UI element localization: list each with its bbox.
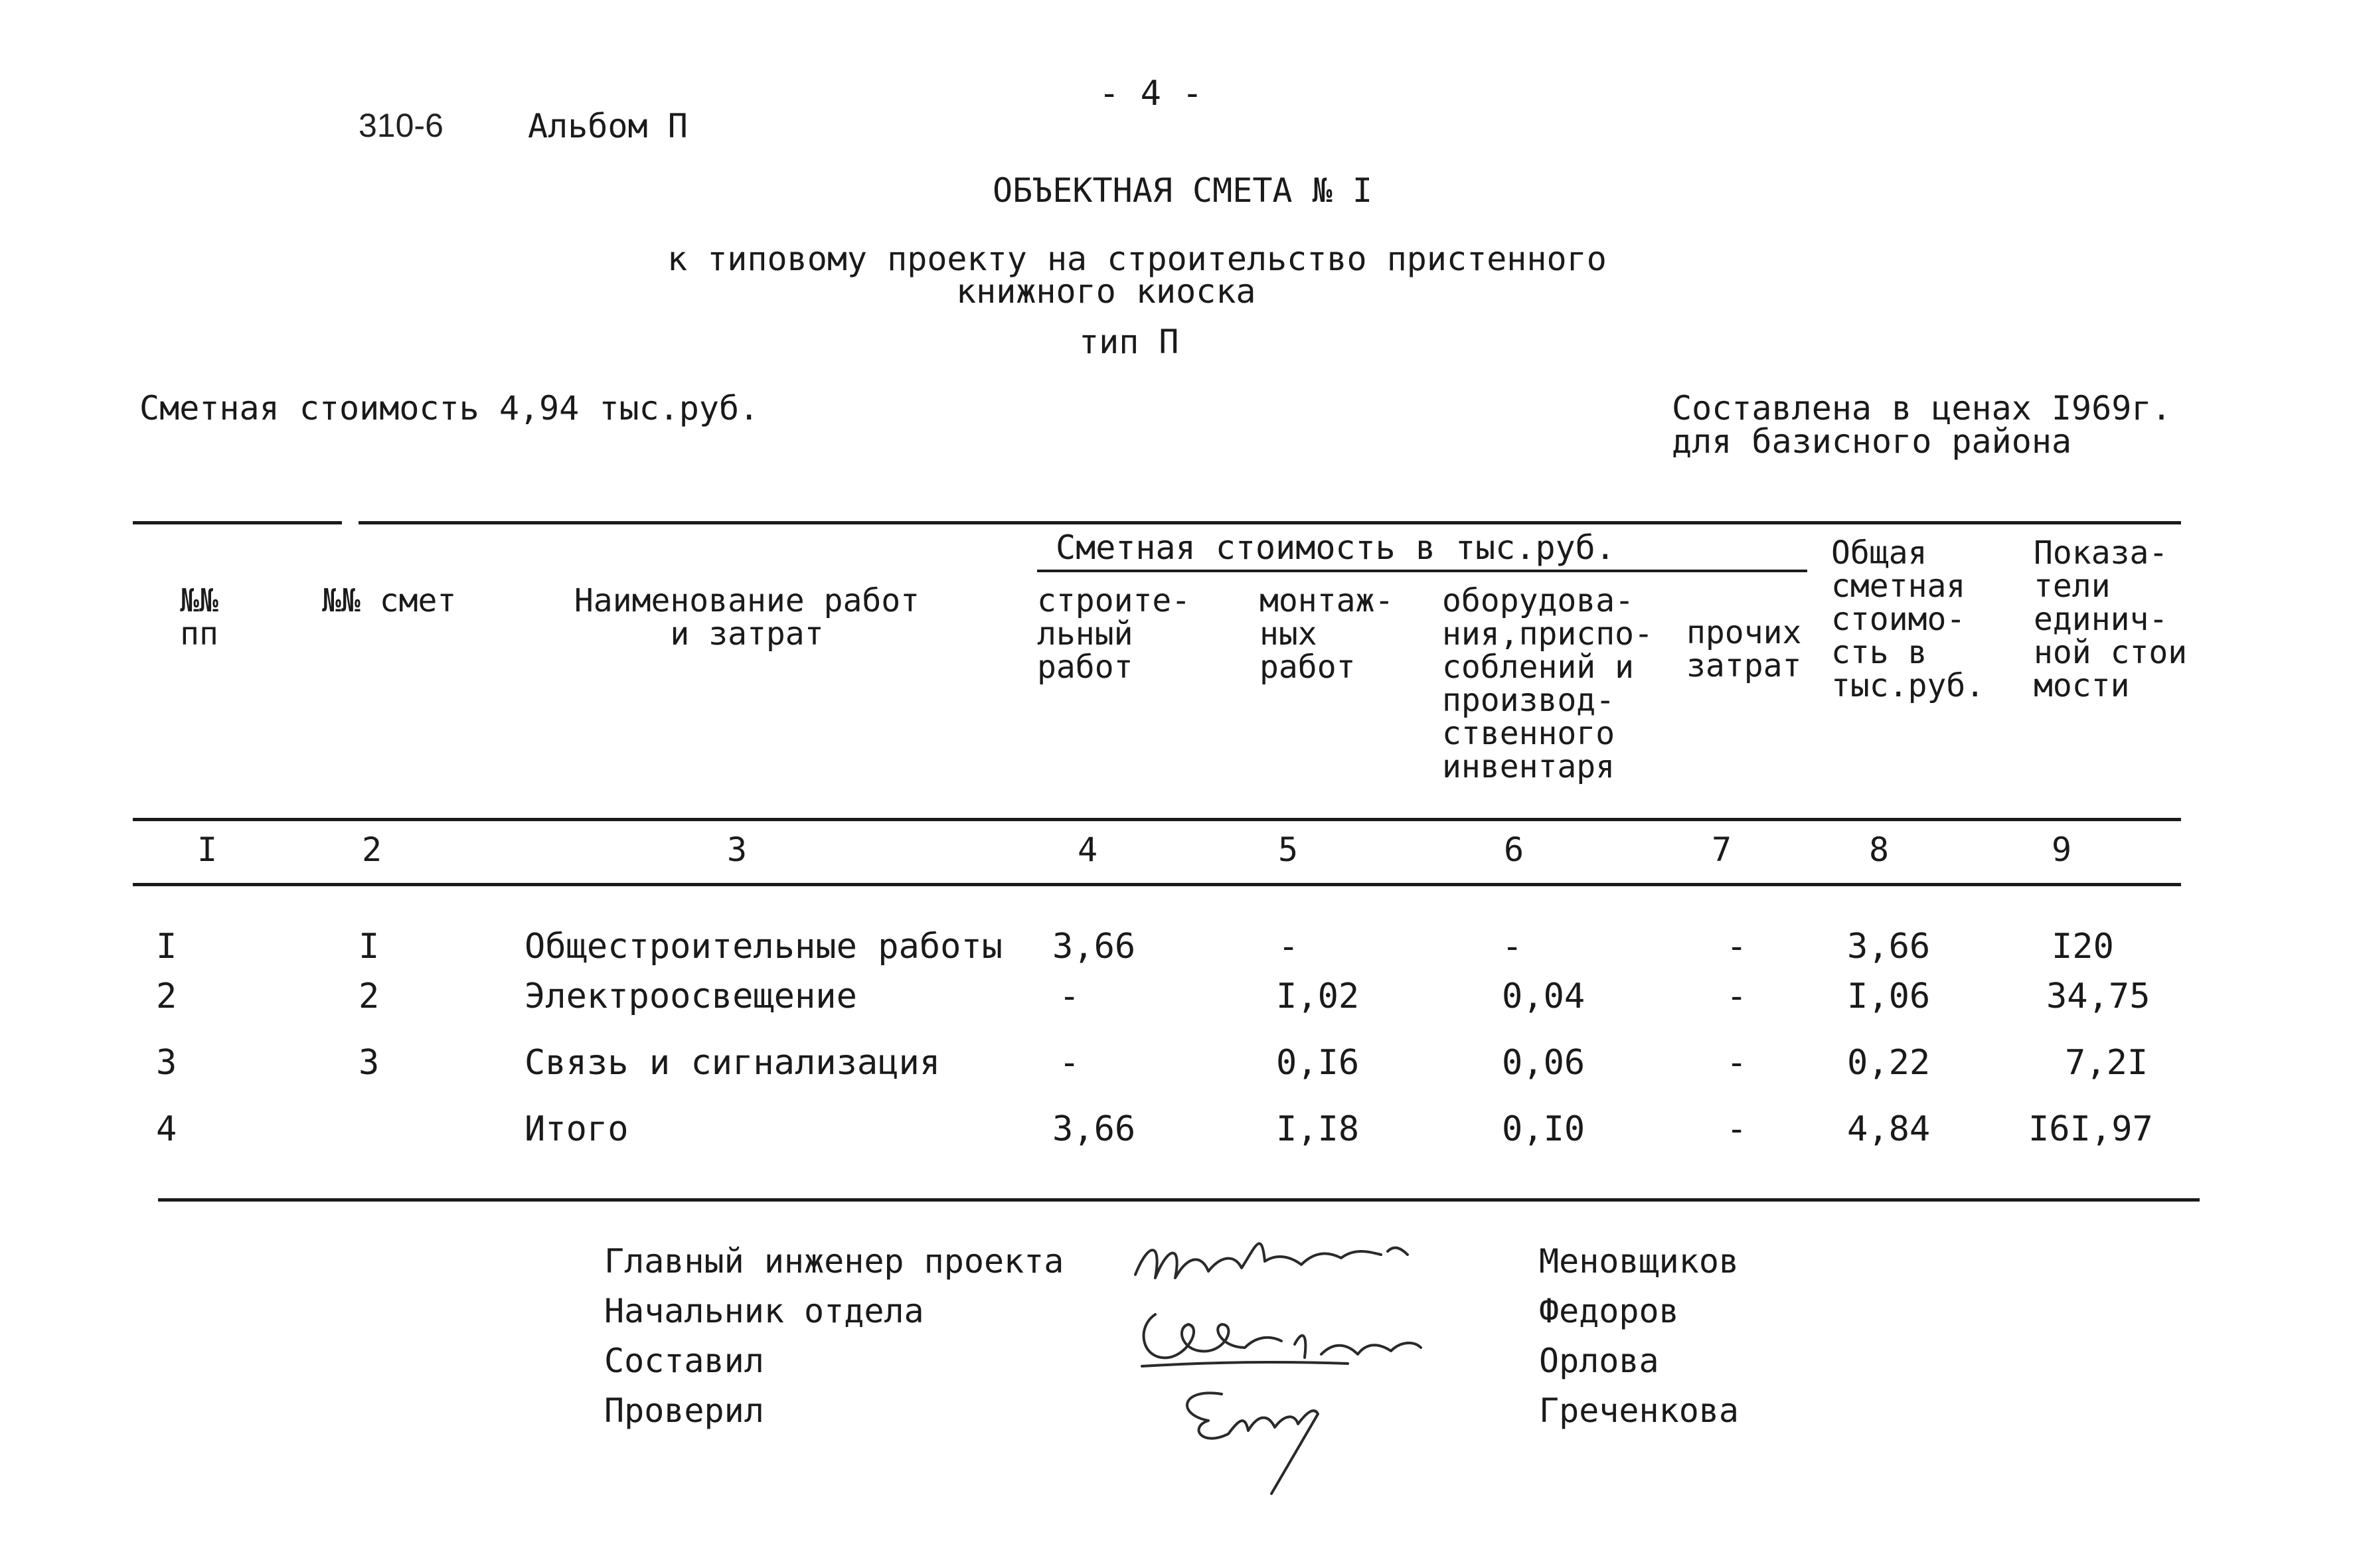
signature-role: Составил	[604, 1342, 764, 1380]
signature-chief-engineer	[1135, 1243, 1408, 1278]
cell-other: -	[1726, 1109, 1747, 1149]
header-total-cost: Общая сметная стоимо- сть в тыс.руб.	[1831, 534, 1985, 704]
column-number: 3	[726, 830, 748, 869]
handwritten-signatures	[1129, 1215, 1501, 1507]
cell-installation: 0,I6	[1276, 1043, 1360, 1083]
cell-equipment: 0,04	[1502, 977, 1585, 1016]
column-number: 9	[2051, 830, 2072, 869]
cell-num: 2	[156, 977, 177, 1016]
cell-equipment: -	[1502, 927, 1523, 967]
cell-name: Итого	[525, 1109, 629, 1149]
header-other-costs: прочих затрат	[1686, 614, 1802, 684]
cell-est: 3	[359, 1043, 380, 1083]
signature-name: Орлова	[1539, 1342, 1659, 1380]
cell-other: -	[1726, 1043, 1747, 1083]
cell-total: 4,84	[1847, 1109, 1931, 1149]
cell-total: 0,22	[1847, 1043, 1931, 1083]
signature-role: Начальник отдела	[604, 1292, 924, 1330]
cell-unit-indicator: I20	[2052, 927, 2114, 967]
signature-name: Греченкова	[1539, 1391, 1740, 1430]
cell-num: 4	[156, 1109, 177, 1149]
table-top-rule-left	[133, 521, 342, 524]
signature-checker	[1187, 1393, 1318, 1494]
page-code: 310-6	[359, 107, 444, 144]
cell-total: 3,66	[1847, 927, 1931, 967]
cell-name: Электроосвещение	[525, 977, 857, 1016]
header-unit-indicators: Показа- тели единич- ной стои мости	[2034, 534, 2188, 704]
cell-unit-indicator: 7,2I	[2065, 1043, 2149, 1083]
album-label: Альбом П	[528, 107, 688, 145]
estimated-cost: Сметная стоимость 4,94 тыс.руб.	[139, 389, 760, 428]
column-number: 5	[1277, 830, 1299, 869]
signature-role: Проверил	[604, 1391, 764, 1430]
column-number: 6	[1503, 830, 1524, 869]
cell-installation: I,02	[1276, 977, 1360, 1016]
cell-construction: -	[1059, 977, 1080, 1016]
signature-name: Федоров	[1539, 1292, 1679, 1330]
cell-other: -	[1726, 977, 1747, 1016]
cell-construction: -	[1059, 1043, 1080, 1083]
cell-name: Общестроительные работы	[525, 927, 1003, 967]
cell-unit-indicator: I6I,97	[2028, 1109, 2153, 1149]
signature-role: Главный инженер проекта	[604, 1242, 1064, 1281]
table-top-rule	[359, 521, 2181, 524]
document-subtitle-line1: к типовому проекту на строительство пристенного	[667, 240, 1607, 278]
header-bottom-rule	[133, 818, 2181, 821]
cell-num: I	[156, 927, 177, 967]
column-number: I	[197, 830, 218, 869]
header-estimate-number: №№ смет	[322, 582, 457, 619]
cell-name: Связь и сигнализация	[525, 1043, 941, 1083]
cell-other: -	[1726, 927, 1747, 967]
cell-est: 2	[359, 977, 380, 1016]
cell-num: 3	[156, 1043, 177, 1083]
cell-construction: 3,66	[1052, 1109, 1136, 1149]
cell-total: I,06	[1847, 977, 1931, 1016]
document-title: ОБЪЕКТНАЯ СМЕТА № I	[993, 171, 1372, 210]
header-item-number: №№ пп	[180, 582, 218, 653]
header-cost-group: Сметная стоимость в тыс.руб.	[1056, 528, 1615, 567]
group-header-rule	[1037, 570, 1807, 572]
cell-construction: 3,66	[1052, 927, 1136, 967]
column-number: 7	[1711, 830, 1732, 869]
table-bottom-rule	[158, 1198, 2200, 1202]
cell-equipment: 0,I0	[1502, 1109, 1585, 1149]
header-equipment: оборудова- ния,приспо- соблений и производ- ственного инвентаря	[1442, 582, 1653, 785]
cell-unit-indicator: 34,75	[2046, 977, 2150, 1016]
column-numbers-rule	[133, 883, 2181, 886]
header-construction: строите- льный работ	[1037, 582, 1191, 686]
cell-installation: I,I8	[1276, 1109, 1360, 1149]
page-number: - 4 -	[1099, 74, 1203, 114]
column-number: 2	[361, 830, 382, 869]
column-number: 8	[1868, 830, 1890, 869]
header-installation: монтаж- ных работ	[1259, 582, 1394, 686]
column-number: 4	[1077, 830, 1098, 869]
cell-installation: -	[1278, 927, 1299, 967]
signature-department-head	[1142, 1314, 1421, 1366]
price-basis-line1: Составлена в ценах I969г.	[1672, 389, 2172, 428]
signature-name: Меновщиков	[1539, 1242, 1740, 1281]
document-subtitle-line2: книжного киоска	[956, 272, 1256, 311]
price-basis-line2: для базисного района	[1672, 422, 2072, 461]
cell-equipment: 0,06	[1502, 1043, 1585, 1083]
cell-est: I	[359, 927, 380, 967]
project-type: тип П	[1079, 323, 1179, 361]
header-work-name: Наименование работ и затрат	[574, 582, 920, 653]
